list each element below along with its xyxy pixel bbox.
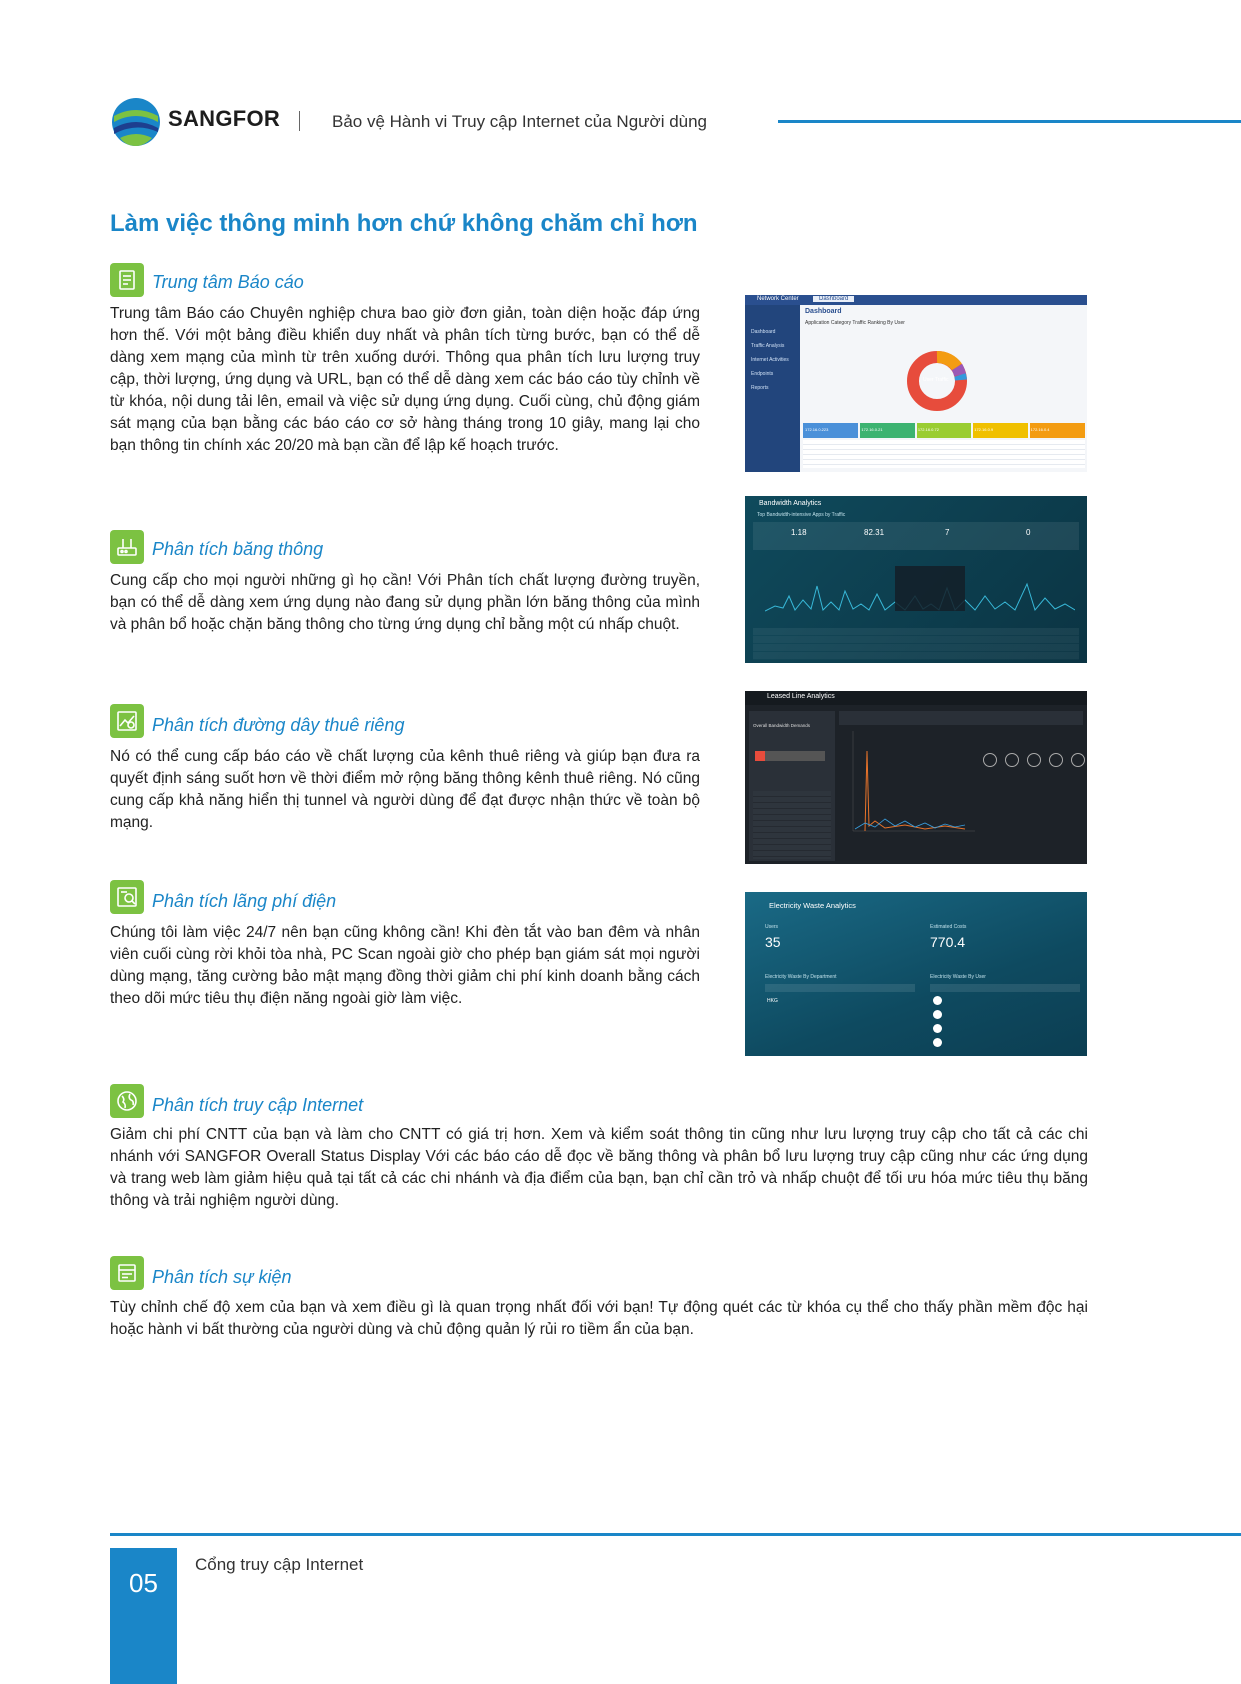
event-icon [110, 1256, 144, 1290]
dashboard-sidebar-item: Traffic Analysis [751, 343, 785, 349]
dashboard-nav-title: Network Center [757, 296, 799, 302]
section-title-bandwidth: Phân tích băng thông [152, 539, 324, 559]
footer-text: Cổng truy cập Internet [195, 1555, 364, 1574]
document-title: Bảo vệ Hành vi Truy cập Internet của Người dùng [332, 112, 708, 131]
section-title-report-center: Trung tâm Báo cáo [152, 272, 304, 292]
leased-line-chart-title: Overall Bandwidth Demands [753, 723, 811, 728]
electricity-dept-row: HKG [767, 998, 778, 1004]
bandwidth-screenshot [745, 496, 1087, 663]
sangfor-logo-icon [110, 96, 162, 148]
dashboard-screenshot [745, 295, 1087, 472]
brand-name: SANGFOR [168, 106, 281, 131]
electricity-user-title: Electricity Waste By User [930, 974, 986, 980]
page-title: Làm việc thông minh hơn chứ không chăm chỉ hơn [110, 210, 698, 237]
leased-line-screenshot [745, 691, 1087, 864]
dashboard-tile-label: 172.16.0.223 [805, 427, 829, 432]
dashboard-sidebar-item: Reports [751, 385, 769, 391]
section-text-leased-line: Nó có thể cung cấp báo cáo về chất lượng của kênh thuê riêng và giúp bạn đưa ra quyết định sáng suốt hơn về thời điểm mở rộng băng thông kênh thuê riêng. Nó cũng cung cấp khả năng hiển thị tunnel và người dùng để đạt được nhận thức về toàn bộ mạng. [110, 748, 700, 831]
dashboard-chart-title: Application Category Traffic Ranking By User [805, 320, 905, 326]
header-separator [299, 111, 300, 131]
electricity-dept-title: Electricity Waste By Department [765, 974, 837, 980]
donut-center-label: User Traffic [923, 377, 949, 383]
leased-line-title: Leased Line Analytics [767, 693, 835, 700]
section-title-electricity: Phân tích lãng phí điện [152, 891, 337, 911]
globe-icon [110, 1084, 144, 1118]
electricity-cost-value: 770.4 [930, 934, 966, 950]
electricity-screenshot [745, 892, 1087, 1056]
electricity-icon [110, 880, 144, 914]
section-text-event: Tùy chỉnh chế độ xem của bạn và xem điều gì là quan trọng nhất đối với bạn! Tự động quét các từ khóa cụ thể cho thấy phần mềm độc hại hoặc hành vi bất thường của người dùng và chủ động quản lý rủi ro tiềm ẩn của bạn. [110, 1299, 1088, 1338]
electricity-cost-label: Estimated Costs [930, 924, 967, 930]
dashboard-sidebar-item: Internet Activities [751, 357, 789, 363]
dashboard-tile-label: 172.16.0.4 [1030, 427, 1050, 432]
bandwidth-metric: 0 [1026, 528, 1031, 537]
dashboard-tile-label: 172.16.0.72 [917, 427, 939, 432]
electricity-title: Electricity Waste Analytics [769, 901, 856, 910]
header-rule [778, 120, 1241, 123]
dashboard-tab: Dashboard [813, 296, 854, 302]
leased-line-chart [845, 731, 975, 841]
bandwidth-subtitle: Top Bandwidth-intensive Apps by Traffic [757, 512, 846, 518]
section-text-report-center: Trung tâm Báo cáo Chuyên nghiệp chưa bao giờ đơn giản, toàn diện hoặc đáp ứng hơn thế. Với một bảng điều khiển duy nhất và phân tích từng bước, bạn có thể dễ dàng xem mạng của mình từ trên xuống dưới. Thông qua phân tích lưu lượng truy cập, thời lượng, ứng dụng và URL, bạn có thể dễ dàng xem các báo cáo tùy chỉnh về từ khóa, nội dung tải lên, email và việc sử dụng ứng dụng. Cuối cùng, chủ động giám sát mạng của bạn bằng các báo cáo cơ sở hàng tháng trong 10 giây, mang lại cho bạn thông tin chính xác 20/20 mà bạn cần để lập kế hoạch trước. [110, 305, 700, 454]
page-number: 05 [129, 1568, 158, 1598]
section-text-bandwidth: Cung cấp cho mọi người những gì họ cần! Với Phân tích chất lượng đường truyền, bạn có thể dễ dàng xem ứng dụng nào đang sử dụng phần lớn băng thông của mình và phân bổ hoặc chặn băng thông cho từng ứng dụng chỉ bằng một cú nhấp chuột. [110, 572, 700, 633]
section-title-event: Phân tích sự kiện [152, 1267, 292, 1287]
dashboard-page-title: Dashboard [805, 308, 842, 315]
electricity-users-value: 35 [765, 934, 781, 950]
bandwidth-icon [110, 530, 144, 564]
leased-line-icon [110, 704, 144, 738]
dashboard-sidebar-item: Dashboard [751, 329, 776, 335]
electricity-users-label: Users [765, 924, 779, 930]
dashboard-tile-label: 172.16.0.21 [861, 427, 883, 432]
dashboard-sidebar-item: Endpoints [751, 371, 774, 377]
section-text-internet-access: Giảm chi phí CNTT của bạn và làm cho CNTT có giá trị hơn. Xem và kiểm soát thông tin cũng như lưu lượng truy cập cho tất cả các chi nhánh với SANGFOR Overall Status Display Với các báo cáo dễ đọc về băng thông và phân bổ lưu lượng truy cập cũng như các ứng dụng và trang web làm giảm hiệu quả tại tất cả các chi nhánh và địa điểm của bạn, bạn chỉ cần trỏ và nhấp chuột để tối ưu hóa mức tiêu thụ băng thông và trải nghiệm người dùng. [110, 1126, 1088, 1209]
report-icon [110, 263, 144, 297]
bandwidth-metric: 7 [945, 528, 950, 537]
section-title-leased-line: Phân tích đường dây thuê riêng [152, 715, 405, 735]
bandwidth-metric: 1.18 [791, 528, 807, 537]
bandwidth-metric: 82.31 [864, 528, 885, 537]
dashboard-tile-label: 172.16.0.9 [974, 427, 994, 432]
footer-rule [110, 1533, 1241, 1536]
section-title-internet-access: Phân tích truy cập Internet [152, 1095, 364, 1115]
bandwidth-title: Bandwidth Analytics [759, 500, 822, 507]
section-text-electricity: Chúng tôi làm việc 24/7 nên bạn cũng không cần! Khi đèn tắt vào ban đêm và nhân viên cuối cùng rời khỏi tòa nhà, PC Scan ngoài giờ cho phép bạn giám sát mọi người dùng mạng, tăng cường bảo mật mạng đồng thời giảm chi phí kinh doanh bằng cách theo dõi mức tiêu thụ điện năng ngoài giờ làm việc. [110, 924, 700, 1007]
